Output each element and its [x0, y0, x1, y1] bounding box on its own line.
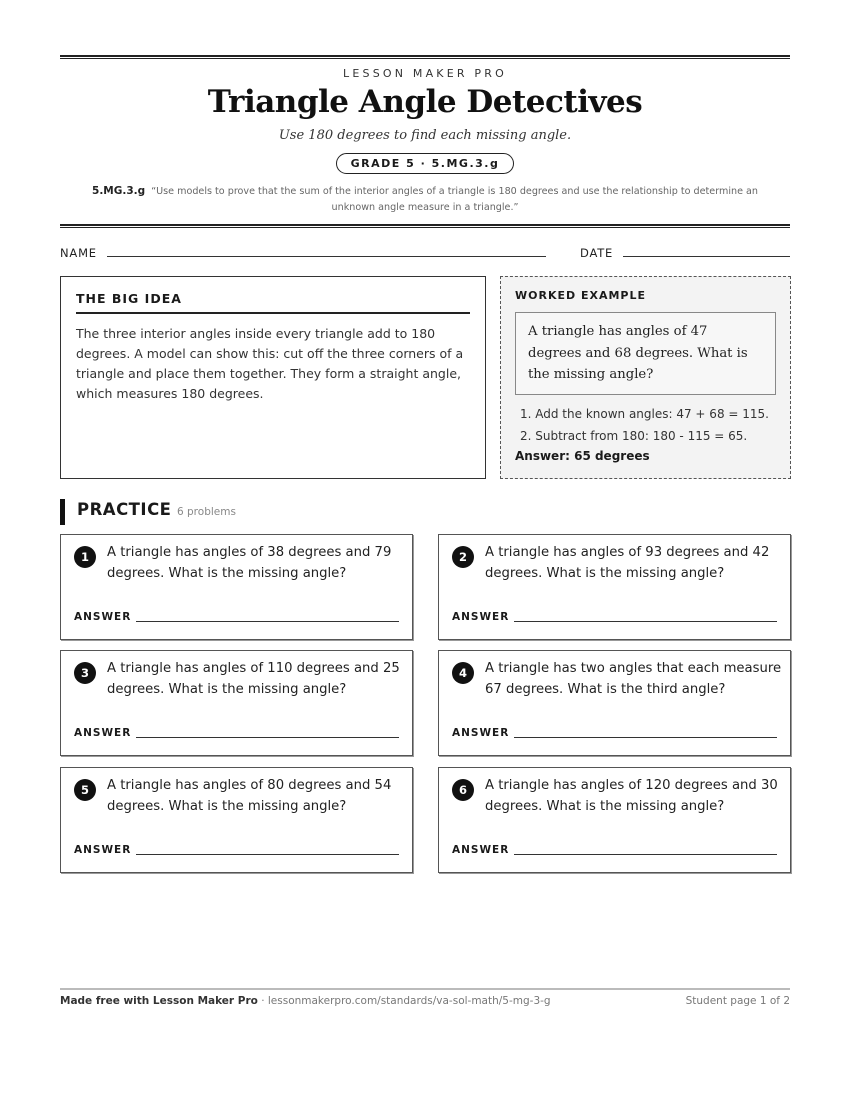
answer-line[interactable]	[136, 854, 399, 855]
answer-label: ANSWER	[452, 611, 510, 623]
answer-line[interactable]	[514, 621, 777, 622]
problem-text: A triangle has angles of 38 degrees and 79 degrees. What is the missing angle?	[107, 545, 392, 581]
problem-text: A triangle has angles of 110 degrees and 25 degrees. What is the missing angle?	[107, 661, 400, 697]
grade-badge: GRADE 5 · 5.MG.3.g	[336, 153, 515, 174]
standard-description	[78, 183, 772, 216]
big-idea-box	[60, 276, 486, 479]
worksheet-title: Triangle Angle Detectives	[207, 84, 643, 120]
problem-text: A triangle has angles of 80 degrees and 54 degrees. What is the missing angle?	[107, 778, 392, 814]
answer-line[interactable]	[136, 621, 399, 622]
practice-title: PRACTICE	[77, 500, 172, 519]
problem-number: 5	[74, 779, 96, 801]
practice-accent-bar	[60, 499, 65, 525]
problem-number: 6	[452, 779, 474, 801]
name-line[interactable]	[107, 256, 546, 257]
problem-card-3	[60, 650, 413, 756]
standard-text: “Use models to prove that the sum of the interior angles of a triangle is 180 degrees and use the relationship to determine an unknown angle measure in a triangle.”	[151, 186, 758, 213]
problem-number: 2	[452, 546, 474, 568]
practice-count: 6 problems	[177, 506, 236, 518]
answer-label: ANSWER	[74, 611, 132, 623]
answer-line[interactable]	[514, 854, 777, 855]
footer-page-number: Student page 1 of 2	[685, 995, 790, 1007]
big-idea-title: THE BIG IDEA	[76, 291, 470, 314]
problem-text: A triangle has angles of 93 degrees and 42 degrees. What is the missing angle?	[485, 545, 770, 581]
name-label: NAME	[60, 246, 97, 260]
problem-text: A triangle has angles of 120 degrees and 30 degrees. What is the missing angle?	[485, 778, 778, 814]
worked-example-problem: A triangle has angles of 47 degrees and 68 degrees. What is the missing angle?	[515, 312, 776, 395]
answer-label: ANSWER	[74, 727, 132, 739]
problem-text: A triangle has two angles that each measure 67 degrees. What is the third angle?	[485, 661, 782, 697]
problem-number: 3	[74, 662, 96, 684]
date-line[interactable]	[623, 256, 790, 257]
header-bottom-rule	[60, 224, 790, 228]
worksheet-subtitle: Use 180 degrees to find each missing angle.	[278, 128, 572, 143]
worked-step: 2. Subtract from 180: 180 - 115 = 65.	[520, 428, 748, 443]
answer-label: ANSWER	[74, 844, 132, 856]
answer-label: ANSWER	[452, 844, 510, 856]
problem-card-4	[438, 650, 791, 756]
answer-line[interactable]	[514, 737, 777, 738]
answer-label: ANSWER	[452, 727, 510, 739]
standard-code: 5.MG.3.g	[92, 185, 146, 197]
problem-number: 1	[74, 546, 96, 568]
footer-made-with: Made free with Lesson Maker Pro	[60, 995, 258, 1007]
problem-card-2	[438, 534, 791, 640]
date-label: DATE	[580, 246, 614, 260]
worked-example-answer: Answer: 65 degrees	[515, 448, 650, 463]
problem-card-6	[438, 767, 791, 873]
header-top-rule	[60, 55, 790, 59]
big-idea-text: The three interior angles inside every triangle add to 180 degrees. A model can show this: cut off the three corners of a triangle and place them together. They form a straight angle, which measures 180 degrees.	[76, 326, 464, 401]
footer-rule	[60, 988, 790, 990]
brand-name: LESSON MAKER PRO	[343, 67, 507, 80]
worked-step: 1. Add the known angles: 47 + 68 = 115.	[520, 406, 769, 421]
worked-example-steps	[515, 403, 776, 447]
problem-number: 4	[452, 662, 474, 684]
footer-url[interactable]: · lessonmakerpro.com/standards/va-sol-math/5-mg-3-g	[257, 995, 551, 1007]
problem-card-1	[60, 534, 413, 640]
worked-example-title: WORKED EXAMPLE	[515, 289, 646, 302]
problem-card-5	[60, 767, 413, 873]
footer-credit	[60, 995, 551, 1007]
worked-example-box	[500, 276, 791, 479]
answer-line[interactable]	[136, 737, 399, 738]
